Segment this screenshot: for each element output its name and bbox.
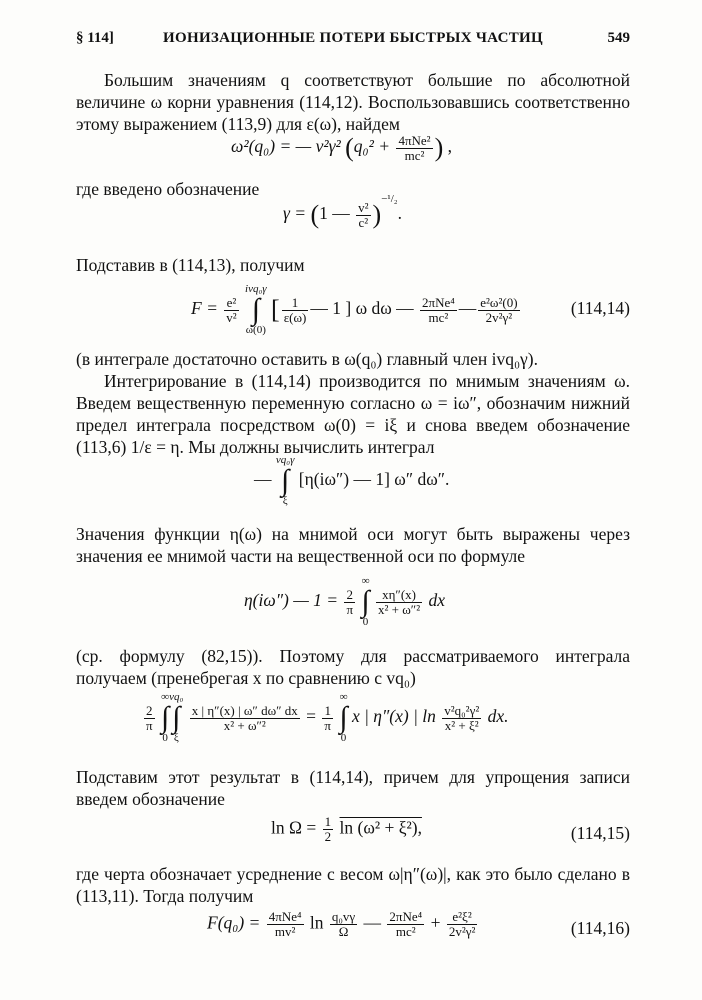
- differential: dx: [428, 590, 446, 611]
- denominator: π: [146, 717, 153, 733]
- equation-gamma: γ = (1 — $\frac{\text{v²}}{\text{c²}}$ )$^{-^1/_2}$.: [283, 193, 402, 230]
- lower-limit: 0: [162, 732, 168, 744]
- paragraph-8: Подставим этот результат в (114,14), причем для упрощения записи введем обозначение: [76, 767, 630, 809]
- fraction: [420, 296, 457, 325]
- fraction: [282, 296, 309, 325]
- upper-limit: ∞: [361, 575, 370, 587]
- denominator: v²: [226, 309, 237, 325]
- fraction: [322, 704, 333, 733]
- paragraph-2: где введено обозначение: [76, 179, 260, 199]
- eq16-lhs: F(q₀) =: [207, 912, 261, 933]
- paragraph-3: Подставив в (114,13), получим: [76, 255, 305, 275]
- plus-sign: +: [430, 912, 441, 933]
- differential: dx.: [487, 706, 509, 727]
- fraction: [447, 910, 478, 939]
- paragraph-7: (ср. формулу (82,15)). Поэтому для рассматриваемого интеграла получаем (пренебрегая x по сравнению с vq₀): [76, 646, 630, 688]
- integral-sign: vq₀ ∫ ξ: [169, 691, 184, 744]
- paragraph-5: Интегрирование в (114,14) производится по мнимым значениям ω. Введем вещественную переменную согласно ω = iω″, обозначим нижний предел интеграла посредством ω(0) = iξ и снова введем обозначение (113,6) 1/ε = η. Мы должны вычислить интеграл: [76, 371, 630, 457]
- numerator: v²: [358, 199, 369, 215]
- fraction: [478, 296, 519, 325]
- running-header: [76, 30, 630, 52]
- section-number: § 114]: [76, 30, 114, 46]
- equation-number: (114,16): [570, 918, 630, 938]
- eq-big-mid: x | η″(x) | ln: [351, 706, 436, 727]
- upper-limit: ∞: [339, 691, 348, 703]
- equation-114-15: [76, 815, 630, 855]
- integral-sign: ∞ ∫ 0: [361, 575, 370, 628]
- fraction: [387, 910, 424, 939]
- numerator: v²q₀²γ²: [444, 702, 480, 718]
- page-number: 549: [607, 30, 630, 46]
- lower-limit: ξ: [282, 495, 288, 507]
- eq-eta-lhs: η(iω″) — 1 =: [244, 590, 339, 611]
- denominator: c²: [358, 214, 369, 230]
- denominator: x² + ω″²: [378, 601, 421, 617]
- exponent: −¹/₂: [381, 193, 398, 206]
- paragraph-6: Значения функции η(ω) на мнимой оси могут быть выражены через значения ее мнимой части на вещественной оси по формуле: [76, 524, 630, 566]
- fraction: [267, 910, 304, 939]
- fraction: [224, 296, 238, 325]
- fraction: [144, 704, 155, 733]
- fraction: [190, 704, 300, 733]
- numerator: xη″(x): [376, 588, 422, 603]
- fraction: [323, 815, 334, 844]
- numerator: 2πNe⁴: [389, 909, 423, 924]
- denominator: 2v²γ²: [485, 309, 513, 325]
- denominator: mc²: [395, 924, 416, 939]
- log-sign: ln: [309, 912, 324, 933]
- eq-gamma-one: 1 —: [319, 203, 350, 224]
- denominator: 2v²γ²: [448, 924, 476, 939]
- eq15-lhs: ln Ω =: [271, 817, 317, 838]
- fraction: [376, 588, 422, 617]
- minus-sign: —: [363, 912, 382, 933]
- denominator: π: [346, 601, 354, 617]
- paragraph-9: где черта обозначает усреднение с весом ω|η″(ω)|, как это было сделано в (113,11). Тогда получим: [76, 864, 630, 906]
- equation-omega: ω²(q₀) = — v²γ² (q₀² + $\frac{\text{4πNe²}}{\text{mc²}}$ ) ,: [231, 132, 452, 163]
- denominator: ε(ω): [283, 309, 307, 325]
- denominator: x² + ω″²: [223, 717, 266, 733]
- fraction: [442, 704, 481, 733]
- denominator: Ω: [338, 924, 349, 939]
- denominator: mv²: [274, 924, 296, 939]
- upper-limit: vq₀γ: [275, 454, 295, 466]
- numerator: 2: [144, 704, 155, 719]
- fraction: [356, 201, 370, 230]
- numerator: 1: [282, 296, 309, 311]
- fraction: [344, 588, 355, 617]
- eq14-lhs: F =: [191, 298, 218, 319]
- eq-gamma-lhs: γ =: [283, 203, 307, 224]
- denominator: 2: [324, 829, 332, 844]
- denominator: mc²: [404, 147, 425, 163]
- eq-omega-q: q₀² +: [353, 136, 391, 157]
- equation-number: (114,14): [570, 298, 630, 318]
- denominator: π: [324, 717, 331, 733]
- paragraph-4: (в интеграле достаточно оставить в ω(q₀) главный член ivq₀γ).: [76, 349, 538, 369]
- numerator: e²ω²(0): [480, 294, 518, 310]
- upper-limit: ∞: [161, 691, 169, 703]
- equals-sign: =: [306, 706, 317, 727]
- integral-sign: ∞ ∫ 0: [339, 691, 348, 744]
- minus-sign: —: [458, 298, 477, 319]
- lower-limit: ξ: [173, 732, 179, 744]
- fraction: [396, 134, 432, 163]
- lower-limit: 0: [340, 732, 347, 744]
- numerator: 2πNe⁴: [422, 294, 455, 310]
- numerator: x | η″(x) | ω″ dω″ dx: [191, 702, 298, 718]
- numerator: 4πNe²: [398, 132, 431, 148]
- denominator: mc²: [428, 309, 449, 325]
- upper-limit: ivq₀γ: [245, 283, 267, 295]
- equation-double-integral: [76, 692, 630, 756]
- equation-114-14: F = $\frac{\text{e²}}{\text{v²}}$ ivq₀γ ∫ ω(0) [ $\frac{1}{\varepsilon(\omega)}$ — 1 ] ω dω — $\frac{\text{2πNe⁴}}{\text{mc²}}$ — $\frac{\text{e²ω²(0)}}{\text{2v²γ²}}$ (114,14): [191, 283, 630, 336]
- eq-omega-lhs: ω²(q₀) = — v²γ²: [231, 136, 341, 157]
- equation-number: (114,15): [570, 823, 630, 843]
- upper-limit: vq₀: [169, 691, 184, 703]
- numerator: e²: [224, 296, 238, 311]
- numerator: 4πNe⁴: [268, 909, 302, 924]
- numerator: 2: [344, 588, 355, 603]
- chapter-title: ИОНИЗАЦИОННЫЕ ПОТЕРИ БЫСТРЫХ ЧАСТИЦ: [163, 30, 543, 46]
- integrand: [η(iω″) — 1] ω″ dω″.: [298, 469, 450, 490]
- integral-sign: ∞ ∫ 0: [160, 691, 170, 744]
- denominator: x² + ξ²: [444, 717, 479, 733]
- averaged-log: ln (ω² + ξ²),: [339, 817, 422, 838]
- integral-sign: vq₀γ ∫ ξ: [275, 454, 295, 507]
- lower-limit: ω(0): [245, 324, 266, 336]
- lower-limit: 0: [362, 616, 369, 628]
- paragraph-1: Большим значениям q соответствуют большие по абсолютной величине ω корни уравнения (114,12). Воспользовавшись соответственно этому выражением (113,9) для ε(ω), найдем: [76, 70, 630, 134]
- fraction: [330, 910, 357, 939]
- integral-sign: ivq₀γ ∫ ω(0): [245, 283, 267, 336]
- equation-integral: — vq₀γ ∫ ξ [η(iω″) — 1] ω″ dω″.: [254, 454, 450, 507]
- numerator: e²ξ²: [447, 910, 478, 925]
- numerator: q₀vγ: [331, 909, 356, 924]
- equation-114-16: [76, 910, 630, 954]
- eq14-mid: — 1 ] ω dω —: [310, 298, 414, 319]
- equation-eta: [76, 576, 630, 638]
- numerator: 1: [322, 704, 333, 719]
- numerator: 1: [324, 814, 332, 829]
